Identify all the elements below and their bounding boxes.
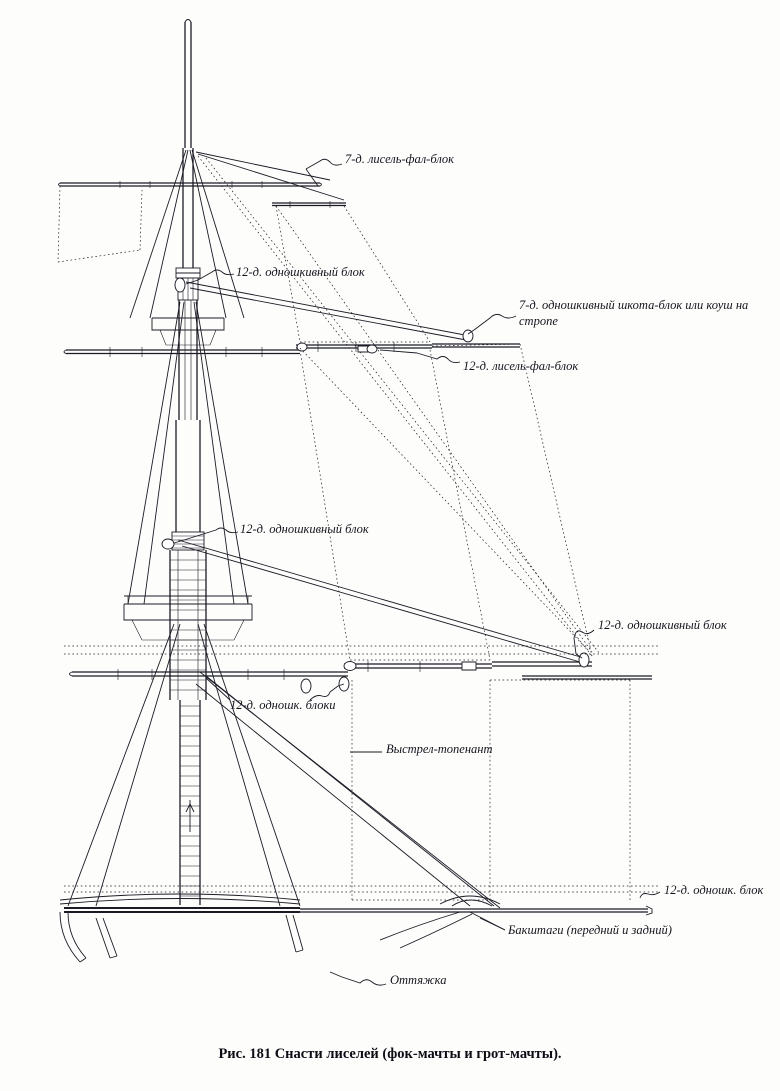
- label-12d-odnoshk-blok-deck: 12-д. одношк. блок: [664, 883, 764, 897]
- label-12d-odnoshkivny-blok-top: 12-д. одношкивный блок: [236, 265, 365, 279]
- label-vystrel-topenant: Выстрел-топенант: [386, 742, 493, 756]
- label-7d-odnoshkivny-shkota-blok: 7-д. одношкивный шкота-блок или коуш на стропе: [519, 298, 749, 328]
- yards-group: [59, 181, 653, 915]
- label-7d-lisel-fal-blok: 7-д. лисель-фал-блок: [345, 152, 455, 166]
- leader-lines: [174, 159, 660, 985]
- figure-caption: Рис. 181 Снасти лиселей (фок-мачты и грот-мачты).: [218, 1046, 562, 1062]
- label-12d-lisel-fal-blok: 12-д. лисель-фал-блок: [463, 359, 579, 373]
- label-ottyazhka: Оттяжка: [390, 973, 447, 987]
- label-12d-odnoshk-bloki: 12-д. одношк. блоки: [230, 698, 336, 712]
- label-bakshtagi: Бакштаги (передний и задний): [508, 923, 672, 937]
- label-12d-odnoshkivny-blok-mid: 12-д. одношкивный блок: [240, 522, 369, 536]
- mast-group: [124, 20, 252, 906]
- label-12d-odnoshkivny-blok-right: 12-д. одношкивный блок: [598, 618, 727, 632]
